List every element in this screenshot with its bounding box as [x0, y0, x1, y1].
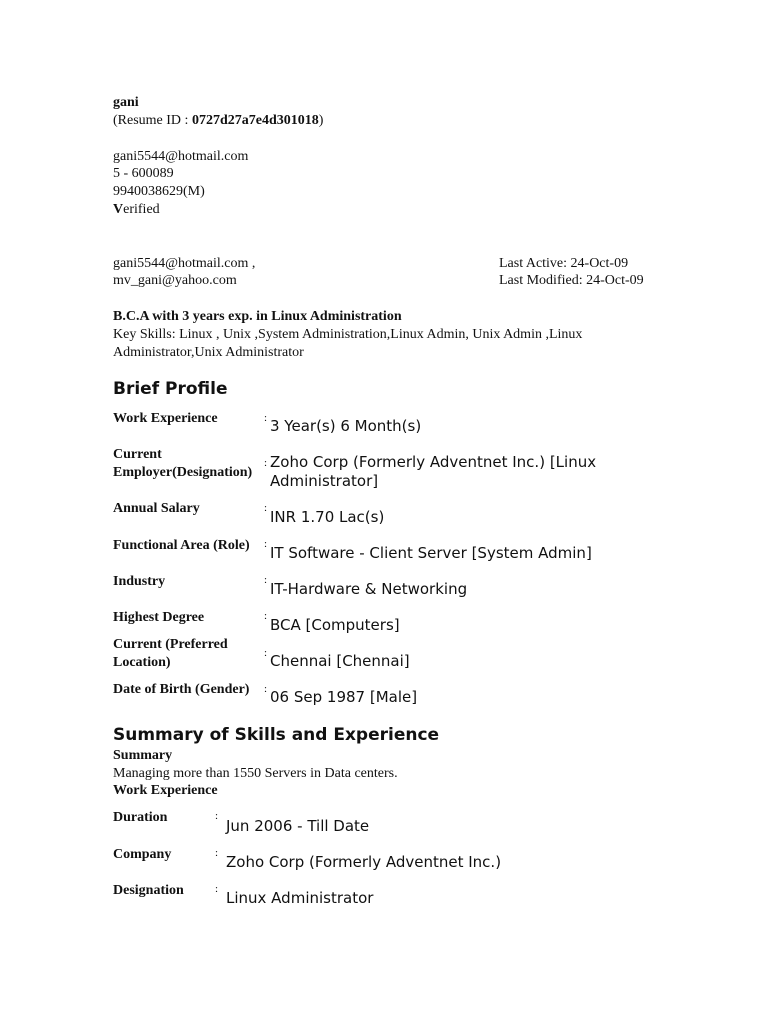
experience-value-company: Zoho Corp (Formerly Adventnet Inc.): [226, 853, 502, 871]
experience-label-designation: Designation: [113, 883, 184, 898]
profile-label-current-location: Current (Preferred Location): [113, 637, 228, 670]
headline: B.C.A with 3 years exp. in Linux Administration: [113, 309, 402, 324]
profile-colon: :: [264, 683, 268, 695]
profile-value-date-of-birth: 06 Sep 1987 [Male]: [270, 688, 418, 706]
profile-label-current-employer: Current Employer(Designation): [113, 447, 253, 480]
profile-colon: :: [264, 574, 268, 586]
profile-colon: :: [264, 412, 268, 424]
profile-value-industry: IT-Hardware & Networking: [270, 580, 468, 598]
profile-value-highest-degree: BCA [Computers]: [270, 616, 400, 634]
experience-label-company: Company: [113, 847, 172, 862]
profile-value-current-location: Chennai [Chennai]: [270, 652, 410, 670]
profile-colon: :: [264, 457, 268, 469]
profile-colon: :: [264, 502, 268, 514]
profile-value-functional-area: IT Software - Client Server [System Admin]: [270, 544, 592, 562]
last-modified: Last Modified: 24-Oct-09: [499, 273, 644, 288]
profile-label-functional-area: Functional Area (Role): [113, 538, 250, 553]
resume-id-suffix: ): [318, 113, 324, 128]
brief-profile-heading: Brief Profile: [113, 379, 228, 399]
contact-email-2[interactable]: mv_gani@yahoo.com: [113, 273, 237, 288]
summary-text: Managing more than 1550 Servers in Data centers.: [113, 766, 398, 781]
contact-email-1[interactable]: gani5544@hotmail.com ,: [113, 256, 256, 271]
profile-colon: :: [264, 538, 268, 550]
profile-label-industry: Industry: [113, 574, 166, 589]
experience-value-duration: Jun 2006 - Till Date: [226, 817, 370, 835]
key-skills: Key Skills: Linux , Unix ,System Administration,Linux Admin, Unix Admin ,Linux Administrator,Unix Administrator: [113, 327, 583, 360]
candidate-name: gani: [113, 95, 139, 110]
experience-value-designation: Linux Administrator: [226, 889, 374, 907]
resume-id-prefix: (Resume ID :: [113, 113, 192, 128]
verified-initial: V: [113, 202, 124, 217]
verified-status: [113, 201, 160, 219]
resume-id: 0727d27a7e4d301018: [191, 113, 319, 128]
header-pincode: 5 - 600089: [113, 166, 174, 181]
profile-label-work-experience: Work Experience: [113, 411, 218, 426]
profile-label-date-of-birth: Date of Birth (Gender): [113, 682, 250, 697]
experience-colon: :: [215, 810, 219, 822]
resume-id-line: [113, 112, 323, 130]
summary-label: Summary: [113, 748, 173, 763]
experience-label-duration: Duration: [113, 810, 168, 825]
profile-value-work-experience: 3 Year(s) 6 Month(s): [270, 417, 422, 435]
summary-heading: Summary of Skills and Experience: [113, 725, 440, 745]
work-experience-label: Work Experience: [113, 783, 218, 798]
profile-label-annual-salary: Annual Salary: [113, 501, 200, 516]
last-active: Last Active: 24-Oct-09: [499, 256, 629, 271]
header-phone: 9940038629(M): [113, 184, 205, 199]
experience-colon: :: [215, 883, 219, 895]
experience-colon: :: [215, 847, 219, 859]
header-email[interactable]: gani5544@hotmail.com: [113, 149, 249, 164]
profile-colon: :: [264, 647, 268, 659]
profile-value-annual-salary: INR 1.70 Lac(s): [270, 508, 385, 526]
profile-colon: :: [264, 610, 268, 622]
profile-value-current-employer: Zoho Corp (Formerly Adventnet Inc.) [Linux Administrator]: [270, 453, 597, 490]
profile-label-highest-degree: Highest Degree: [113, 610, 205, 625]
verified-rest: erified: [123, 202, 160, 217]
